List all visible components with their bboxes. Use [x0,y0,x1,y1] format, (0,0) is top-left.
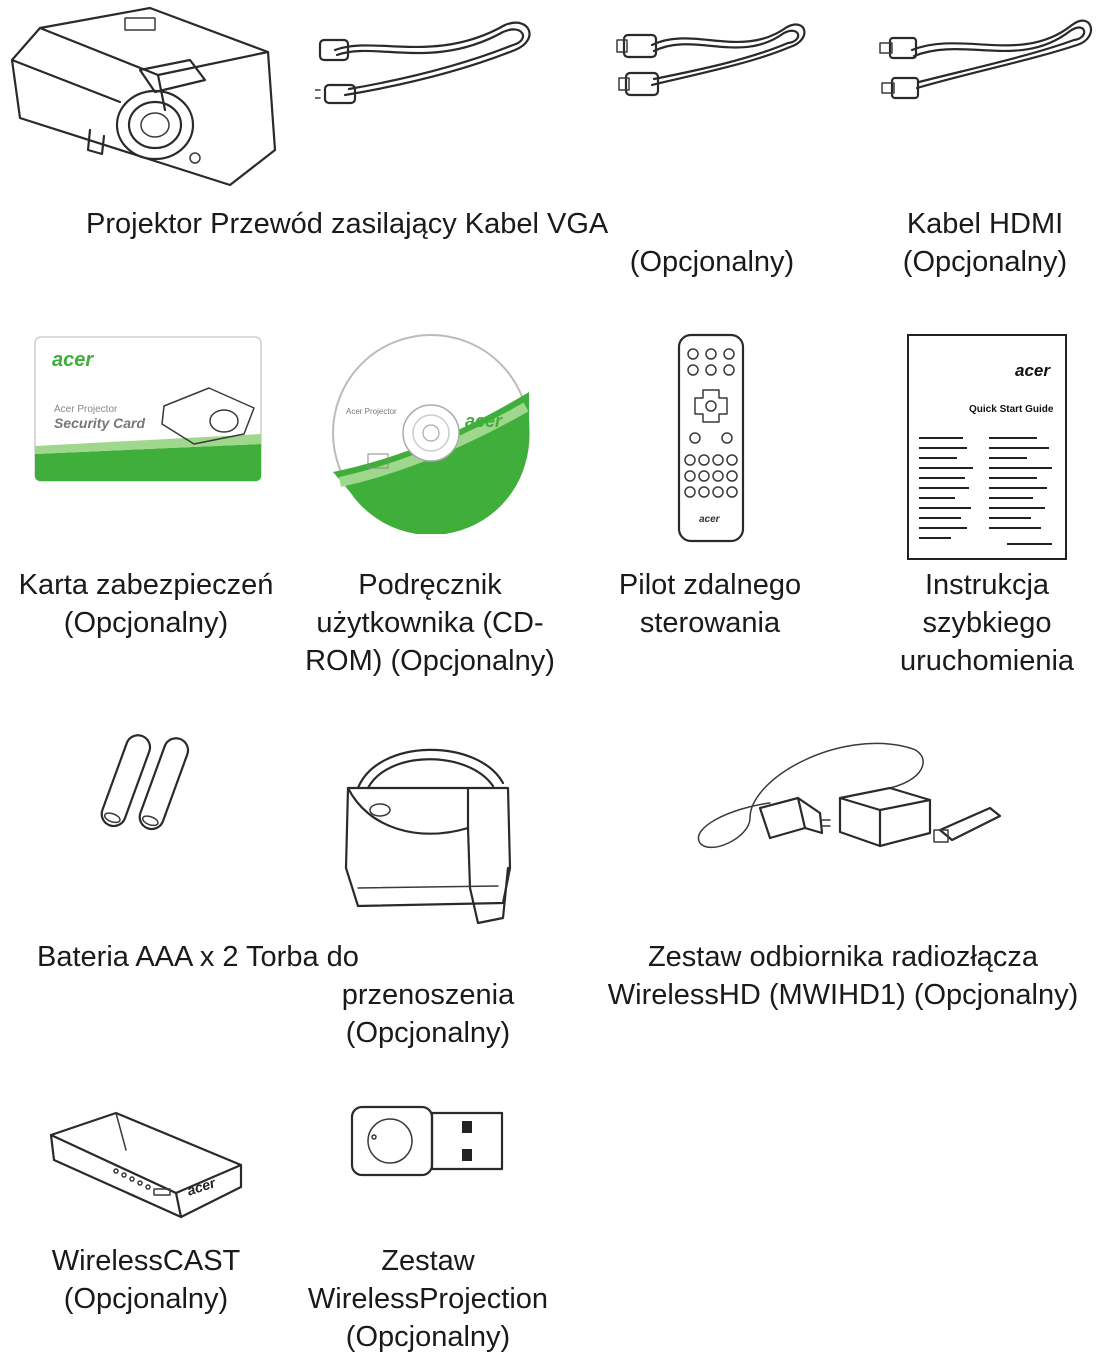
svg-text:acer: acer [699,514,720,525]
svg-text:acer: acer [52,349,94,371]
caption-hdmi-cable: Kabel HDMI (Opcjonalny) [902,208,1068,278]
quick-start-guide-illustration [907,334,1067,560]
caption-user-manual-cd: Podręcznik użytkownika (CD- ROM) (Opcjonalny) [305,569,555,677]
vga-cable-illustration [612,15,812,110]
caption-wirelesshd-kit: Zestaw odbiornika radiozłącza WirelessHD (MWIHD1) (Opcjonalny) [607,941,1079,1011]
svg-text:Security Card: Security Card [54,415,146,431]
caption-wirelesscast: WirelessCAST (Opcjonalny) [51,1245,241,1315]
cd-rom-illustration [330,332,532,534]
caption-battery-bag: Bateria AAA x 2 Torba do [37,941,359,973]
svg-text:acer: acer [465,411,503,431]
caption-bag-optional: przenoszenia (Opcjonalny) [341,979,515,1049]
power-cord-illustration [315,15,545,115]
svg-text:Acer Projector: Acer Projector [346,407,397,416]
caption-security-card: Karta zabezpieczeń (Opcjonalny) [18,569,274,639]
aaa-batteries-illustration [85,728,205,838]
projector-illustration [0,0,290,195]
caption-projector-cord-vga: Projektor Przewód zasilający Kabel VGA [86,208,609,240]
caption-remote-control: Pilot zdalnego sterowania [618,569,802,639]
remote-control-illustration [675,332,747,544]
security-card-illustration [34,336,262,482]
svg-text:Acer Projector: Acer Projector [54,404,118,415]
wirelesshd-receiver-kit-illustration [690,738,1010,860]
carrying-bag-illustration [338,728,518,926]
svg-text:acer: acer [184,1174,218,1199]
caption-wirelessprojection: Zestaw WirelessProjection (Opcjonalny) [307,1245,549,1353]
hdmi-cable-illustration [872,10,1097,110]
wirelessprojection-dongle-illustration [348,1103,508,1179]
caption-quick-start-guide: Instrukcja szybkiego uruchomienia [899,569,1075,677]
svg-text:Quick Start Guide: Quick Start Guide [969,404,1054,415]
svg-text:acer: acer [1015,361,1050,380]
caption-vga-optional: (Opcjonalny) [629,246,795,278]
wirelesscast-dongle-illustration [46,1105,246,1225]
